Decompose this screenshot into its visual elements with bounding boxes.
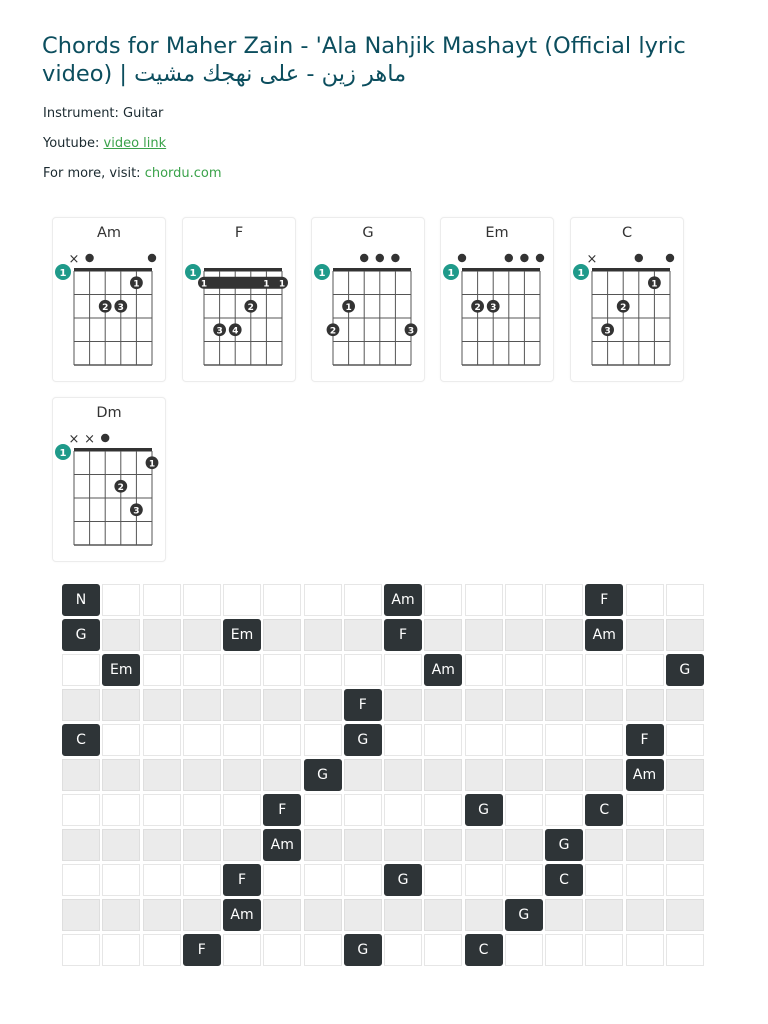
barre-bar xyxy=(198,277,288,289)
empty-beat-cell xyxy=(465,759,503,791)
chord-name: F xyxy=(234,225,244,241)
finger-number: 2 xyxy=(329,326,337,337)
fret-position-label: 1 xyxy=(577,268,585,279)
empty-beat-cell xyxy=(62,864,100,896)
fret-position-label: 1 xyxy=(59,448,67,459)
empty-beat-cell xyxy=(304,654,342,686)
fret-position-label: 1 xyxy=(318,268,326,279)
chord-card-f[interactable] xyxy=(182,217,296,382)
chord-name: Dm xyxy=(96,405,122,421)
more-line xyxy=(43,166,222,181)
empty-beat-cell xyxy=(304,724,342,756)
finger-number: 2 xyxy=(620,302,627,313)
empty-beat-cell xyxy=(143,794,181,826)
empty-beat-cell xyxy=(384,794,422,826)
empty-beat-cell xyxy=(263,689,301,721)
empty-beat-cell xyxy=(666,864,704,896)
empty-beat-cell xyxy=(626,654,664,686)
empty-beat-cell xyxy=(263,619,301,651)
chord-cell[interactable]: G xyxy=(344,934,382,966)
finger-number: 3 xyxy=(490,302,497,313)
empty-beat-cell xyxy=(424,864,462,896)
empty-beat-cell xyxy=(666,689,704,721)
empty-beat-cell xyxy=(223,584,261,616)
chord-card-am[interactable] xyxy=(52,217,166,382)
chord-cell[interactable]: Am xyxy=(223,899,261,931)
empty-beat-cell xyxy=(505,829,543,861)
empty-beat-cell xyxy=(626,934,664,966)
empty-beat-cell xyxy=(304,829,342,861)
empty-beat-cell xyxy=(263,864,301,896)
empty-beat-cell xyxy=(384,829,422,861)
empty-beat-cell xyxy=(263,724,301,756)
empty-beat-cell xyxy=(223,829,261,861)
empty-beat-cell xyxy=(505,864,543,896)
empty-beat-cell xyxy=(102,864,140,896)
empty-beat-cell xyxy=(263,934,301,966)
empty-beat-cell xyxy=(424,829,462,861)
chord-card-c[interactable] xyxy=(570,217,684,382)
fret-position-label: 1 xyxy=(447,268,455,279)
empty-beat-cell xyxy=(585,654,623,686)
open-string-dot xyxy=(536,254,544,262)
empty-beat-cell xyxy=(666,829,704,861)
empty-beat-cell xyxy=(143,864,181,896)
empty-beat-cell xyxy=(465,584,503,616)
finger-number: 3 xyxy=(604,326,611,337)
instrument-line xyxy=(43,106,163,121)
empty-beat-cell xyxy=(465,829,503,861)
empty-beat-cell xyxy=(424,759,462,791)
finger-number: 1 xyxy=(345,302,352,313)
empty-beat-cell xyxy=(585,829,623,861)
empty-beat-cell xyxy=(62,654,100,686)
chordu-link[interactable]: chordu.com xyxy=(144,166,222,181)
chord-cell[interactable]: Am xyxy=(384,584,422,616)
fret-position-label: 1 xyxy=(59,268,67,279)
empty-beat-cell xyxy=(384,934,422,966)
finger-number: 3 xyxy=(407,326,415,337)
empty-beat-cell xyxy=(223,934,261,966)
chord-cell[interactable]: G xyxy=(62,619,100,651)
chord-cell[interactable]: G xyxy=(465,794,503,826)
empty-beat-cell xyxy=(666,899,704,931)
chord-name: Am xyxy=(96,225,122,241)
chord-cell[interactable]: F xyxy=(183,934,221,966)
empty-beat-cell xyxy=(304,864,342,896)
empty-beat-cell xyxy=(62,689,100,721)
chord-cell[interactable]: Am xyxy=(263,829,301,861)
empty-beat-cell xyxy=(344,794,382,826)
empty-beat-cell xyxy=(505,689,543,721)
chord-cell[interactable]: F xyxy=(344,689,382,721)
chord-diagram-svg xyxy=(571,218,683,381)
empty-beat-cell xyxy=(304,934,342,966)
empty-beat-cell xyxy=(102,829,140,861)
finger-number: 1 xyxy=(651,279,658,290)
empty-beat-cell xyxy=(344,654,382,686)
empty-beat-cell xyxy=(223,794,261,826)
open-string-dot xyxy=(505,254,513,262)
open-string-dot xyxy=(85,254,93,262)
empty-beat-cell xyxy=(143,724,181,756)
barre-finger-label: 1 xyxy=(278,279,286,290)
empty-beat-cell xyxy=(183,689,221,721)
open-string-dot xyxy=(458,254,466,262)
empty-beat-cell xyxy=(585,689,623,721)
open-string-dot xyxy=(666,254,674,262)
chord-diagram-svg xyxy=(312,218,424,381)
chord-nut xyxy=(592,268,670,272)
chord-diagram-svg xyxy=(441,218,553,381)
empty-beat-cell xyxy=(143,689,181,721)
chord-diagram-svg xyxy=(53,218,165,381)
empty-beat-cell xyxy=(545,689,583,721)
empty-beat-cell xyxy=(304,619,342,651)
empty-beat-cell xyxy=(183,619,221,651)
empty-beat-cell xyxy=(626,794,664,826)
empty-beat-cell xyxy=(183,794,221,826)
empty-beat-cell xyxy=(505,584,543,616)
empty-beat-cell xyxy=(102,759,140,791)
youtube-label: Youtube: xyxy=(43,136,100,151)
empty-beat-cell xyxy=(143,759,181,791)
empty-beat-cell xyxy=(62,829,100,861)
empty-beat-cell xyxy=(585,759,623,791)
chord-cell[interactable]: C xyxy=(465,934,503,966)
empty-beat-cell xyxy=(384,654,422,686)
empty-beat-cell xyxy=(666,934,704,966)
empty-beat-cell xyxy=(666,759,704,791)
chord-cell[interactable]: Em xyxy=(223,619,261,651)
chord-cell[interactable]: Am xyxy=(424,654,462,686)
empty-beat-cell xyxy=(384,724,422,756)
empty-beat-cell xyxy=(102,689,140,721)
chord-diagram-svg xyxy=(53,398,165,561)
empty-beat-cell xyxy=(545,724,583,756)
finger-number: 2 xyxy=(474,302,481,313)
empty-beat-cell xyxy=(143,584,181,616)
chord-diagram-svg xyxy=(183,218,295,381)
empty-beat-cell xyxy=(143,829,181,861)
chord-progression-grid xyxy=(62,584,708,970)
empty-beat-cell xyxy=(62,759,100,791)
chord-cell[interactable]: N xyxy=(62,584,100,616)
open-string-dot xyxy=(635,254,643,262)
fret-position-label: 1 xyxy=(189,268,197,279)
instrument-value: Guitar xyxy=(123,106,164,121)
empty-beat-cell xyxy=(102,934,140,966)
empty-beat-cell xyxy=(505,759,543,791)
finger-number: 2 xyxy=(117,482,124,493)
chord-cell[interactable]: F xyxy=(223,864,261,896)
empty-beat-cell xyxy=(424,619,462,651)
empty-beat-cell xyxy=(465,619,503,651)
chord-cell[interactable]: G xyxy=(344,724,382,756)
empty-beat-cell xyxy=(102,619,140,651)
empty-beat-cell xyxy=(545,619,583,651)
empty-beat-cell xyxy=(626,899,664,931)
muted-string-x: × xyxy=(68,432,80,447)
empty-beat-cell xyxy=(62,899,100,931)
empty-beat-cell xyxy=(505,654,543,686)
empty-beat-cell xyxy=(183,584,221,616)
page-title: Chords for Maher Zain - 'Ala Nahjik Mashayt (Official lyric video) | ماهر زين - على نهجك مشيت xyxy=(42,33,686,87)
empty-beat-cell xyxy=(183,724,221,756)
empty-beat-cell xyxy=(545,899,583,931)
empty-beat-cell xyxy=(304,899,342,931)
chord-cell[interactable]: G xyxy=(666,654,704,686)
chord-name: G xyxy=(362,225,374,241)
empty-beat-cell xyxy=(424,584,462,616)
empty-beat-cell xyxy=(585,724,623,756)
chord-nut xyxy=(333,268,411,272)
empty-beat-cell xyxy=(102,584,140,616)
chord-cell[interactable]: F xyxy=(263,794,301,826)
empty-beat-cell xyxy=(465,899,503,931)
muted-string-x: × xyxy=(84,432,96,447)
empty-beat-cell xyxy=(344,864,382,896)
empty-beat-cell xyxy=(545,934,583,966)
finger-number: 3 xyxy=(133,506,140,517)
empty-beat-cell xyxy=(505,794,543,826)
empty-beat-cell xyxy=(384,899,422,931)
empty-beat-cell xyxy=(626,689,664,721)
finger-number: 3 xyxy=(216,326,223,337)
open-string-dot xyxy=(520,254,528,262)
empty-beat-cell xyxy=(585,864,623,896)
empty-beat-cell xyxy=(263,759,301,791)
empty-beat-cell xyxy=(183,654,221,686)
empty-beat-cell xyxy=(424,689,462,721)
empty-beat-cell xyxy=(505,619,543,651)
chord-cell[interactable]: C xyxy=(585,794,623,826)
empty-beat-cell xyxy=(183,829,221,861)
finger-number: 4 xyxy=(232,326,239,337)
instrument-label: Instrument: xyxy=(43,106,119,121)
finger-number: 1 xyxy=(133,279,140,290)
open-string-dot xyxy=(101,434,109,442)
empty-beat-cell xyxy=(304,584,342,616)
empty-beat-cell xyxy=(626,864,664,896)
empty-beat-cell xyxy=(143,899,181,931)
empty-beat-cell xyxy=(304,794,342,826)
chord-nut xyxy=(204,268,282,272)
chord-cell[interactable]: C xyxy=(62,724,100,756)
empty-beat-cell xyxy=(304,689,342,721)
empty-beat-cell xyxy=(545,654,583,686)
empty-beat-cell xyxy=(424,899,462,931)
empty-beat-cell xyxy=(143,654,181,686)
empty-beat-cell xyxy=(465,654,503,686)
empty-beat-cell xyxy=(344,899,382,931)
empty-beat-cell xyxy=(626,619,664,651)
chord-cell[interactable]: G xyxy=(384,864,422,896)
muted-string-x: × xyxy=(586,252,598,267)
empty-beat-cell xyxy=(384,759,422,791)
empty-beat-cell xyxy=(62,934,100,966)
empty-beat-cell xyxy=(344,759,382,791)
chord-card-em[interactable] xyxy=(440,217,554,382)
empty-beat-cell xyxy=(424,934,462,966)
empty-beat-cell xyxy=(545,759,583,791)
empty-beat-cell xyxy=(143,934,181,966)
chord-nut xyxy=(462,268,540,272)
empty-beat-cell xyxy=(465,864,503,896)
empty-beat-cell xyxy=(263,584,301,616)
chord-name: C xyxy=(621,225,633,241)
youtube-line xyxy=(43,136,166,151)
empty-beat-cell xyxy=(263,654,301,686)
empty-beat-cell xyxy=(465,689,503,721)
empty-beat-cell xyxy=(183,759,221,791)
finger-number: 1 xyxy=(148,459,156,470)
chord-cell[interactable]: Em xyxy=(102,654,140,686)
chord-cell[interactable]: C xyxy=(545,864,583,896)
empty-beat-cell xyxy=(183,864,221,896)
empty-beat-cell xyxy=(666,584,704,616)
empty-beat-cell xyxy=(344,619,382,651)
chord-card-g[interactable] xyxy=(311,217,425,382)
chord-nut xyxy=(74,268,152,272)
youtube-video-link[interactable]: video link xyxy=(103,136,167,151)
chord-nut xyxy=(74,448,152,452)
empty-beat-cell xyxy=(183,899,221,931)
empty-beat-cell xyxy=(223,724,261,756)
chord-card-dm[interactable] xyxy=(52,397,166,562)
empty-beat-cell xyxy=(545,794,583,826)
chord-cell[interactable]: G xyxy=(545,829,583,861)
empty-beat-cell xyxy=(585,899,623,931)
empty-beat-cell xyxy=(344,829,382,861)
empty-beat-cell xyxy=(344,584,382,616)
empty-beat-cell xyxy=(666,794,704,826)
chord-cell[interactable]: G xyxy=(505,899,543,931)
empty-beat-cell xyxy=(102,899,140,931)
empty-beat-cell xyxy=(545,584,583,616)
empty-beat-cell xyxy=(223,689,261,721)
empty-beat-cell xyxy=(666,724,704,756)
empty-beat-cell xyxy=(465,724,503,756)
empty-beat-cell xyxy=(424,794,462,826)
empty-beat-cell xyxy=(626,584,664,616)
chord-cell[interactable]: Am xyxy=(626,759,664,791)
empty-beat-cell xyxy=(102,794,140,826)
empty-beat-cell xyxy=(223,759,261,791)
more-label: For more, visit: xyxy=(43,166,141,181)
chord-cell[interactable]: F xyxy=(384,619,422,651)
finger-number: 3 xyxy=(117,302,124,313)
open-string-dot xyxy=(360,254,368,262)
empty-beat-cell xyxy=(666,619,704,651)
chord-cell[interactable]: F xyxy=(626,724,664,756)
empty-beat-cell xyxy=(585,934,623,966)
open-string-dot xyxy=(148,254,156,262)
finger-number: 2 xyxy=(102,302,109,313)
open-string-dot xyxy=(376,254,384,262)
empty-beat-cell xyxy=(143,619,181,651)
empty-beat-cell xyxy=(384,689,422,721)
empty-beat-cell xyxy=(505,724,543,756)
chord-name: Em xyxy=(485,225,509,241)
chord-cell[interactable]: G xyxy=(304,759,342,791)
chord-cell[interactable]: F xyxy=(585,584,623,616)
empty-beat-cell xyxy=(223,654,261,686)
chord-cell[interactable]: Am xyxy=(585,619,623,651)
empty-beat-cell xyxy=(626,829,664,861)
barre-finger-label: 1 xyxy=(200,279,208,290)
open-string-dot xyxy=(391,254,399,262)
empty-beat-cell xyxy=(424,724,462,756)
barre-finger-label: 1 xyxy=(263,279,270,290)
empty-beat-cell xyxy=(102,724,140,756)
empty-beat-cell xyxy=(62,794,100,826)
muted-string-x: × xyxy=(68,252,80,267)
empty-beat-cell xyxy=(505,934,543,966)
empty-beat-cell xyxy=(263,899,301,931)
finger-number: 2 xyxy=(247,302,254,313)
